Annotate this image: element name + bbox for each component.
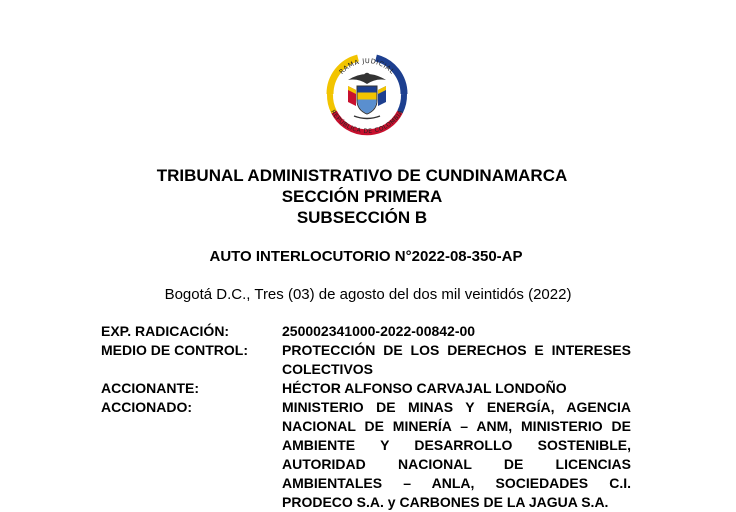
section-name: SECCIÓN PRIMERA: [281, 187, 443, 206]
medio-de-control-value: PROTECCIÓN DE LOS DERECHOS E INTERESES COLECTIVOS: [282, 342, 631, 377]
accionante-label: ACCIONANTE:: [101, 380, 199, 396]
accionante-row: [101, 379, 631, 398]
radicacion-label: EXP. RADICACIÓN:: [101, 323, 230, 339]
accionante-value: HÉCTOR ALFONSO CARVAJAL LONDOÑO: [282, 380, 567, 396]
court-name: TRIBUNAL ADMINISTRATIVO DE CUNDINAMARCA: [156, 166, 568, 185]
svg-text:RAMA JUDICIAL: RAMA JUDICIAL: [337, 56, 397, 76]
dateline: Bogotá D.C., Tres (03) de agosto del dos mil veintidós (2022): [164, 286, 572, 303]
rama-judicial-seal: [312, 46, 422, 142]
svg-text:REPÚBLICA DE COLOMBIA: REPÚBLICA DE COLOMBIA: [329, 108, 405, 136]
auto-number: AUTO INTERLOCUTORIO N°2022-08-350-AP: [209, 248, 523, 265]
medio-de-control-label: MEDIO DE CONTROL:: [101, 342, 248, 358]
radicacion-row: [101, 322, 631, 341]
case-metadata: [101, 322, 631, 512]
subsection-name: SUBSECCIÓN B: [296, 208, 428, 227]
accionado-value: MINISTERIO DE MINAS Y ENERGÍA, AGENCIA NACIONAL DE MINERÍA – ANM, MINISTERIO DE AMBIENTE Y DESARROLLO SOSTENIBLE, AUTORIDAD NACIONAL DE LICENCIAS AMBIENTALES – ANLA, SOCIEDADES C.I. PRODECO S.A. y CARBONES DE LA JAGUA S.A.: [282, 399, 631, 510]
medio-de-control-row: [101, 341, 631, 379]
accionado-row: [101, 398, 631, 512]
radicacion-value: 250002341000-2022-00842-00: [282, 323, 476, 339]
accionado-label: ACCIONADO:: [101, 399, 192, 415]
